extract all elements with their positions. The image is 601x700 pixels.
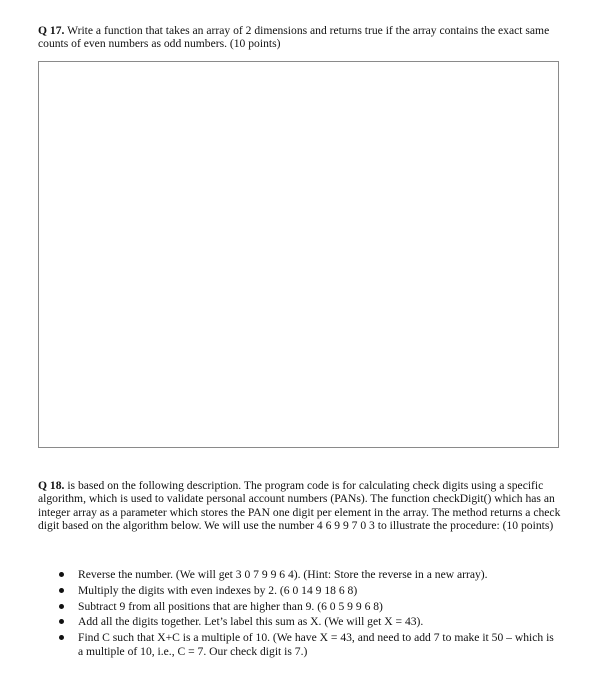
bullet-icon [59,588,64,593]
list-item [58,584,558,597]
question-18-number: Q 18. [38,479,65,492]
question-17-number: Q 17. [38,24,65,37]
bullet-icon [59,572,64,577]
answer-box[interactable] [38,61,559,448]
list-item [58,568,558,581]
bullet-icon [59,604,64,609]
step-text: Add all the digits together. Let’s label this sum as X. (We will get X = 43). [78,615,424,629]
question-18-text: is based on the following description. The program code is for calculating check digits using a specific algorithm, which is used to validate personal account numbers (PANs). The function checkDigit() which has an integer array as a parameter which stores the PAN one digit per element in the array. The method returns a check digit based on the algorithm below. We will use the number 4 6 9 9 7 0 3 to illustrate the procedure: (10 points) [38,479,561,533]
question-18 [38,479,568,533]
procedure-steps-list [58,568,558,660]
bullet-icon [59,619,64,624]
list-item [58,600,558,613]
step-text: Multiply the digits with even indexes by 2. (6 0 14 9 18 6 8) [78,583,358,597]
question-17 [38,24,568,51]
step-text: Find C such that X+C is a multiple of 10. (We have X = 43, and need to add 7 to make it 50 – which is a multiple of 10, i.e., C = 7. Our check digit is 7.) [78,631,554,658]
question-17-text: Write a function that takes an array of 2 dimensions and returns true if the array contains the exact same counts of even numbers as odd numbers. (10 points) [38,24,550,51]
step-text: Subtract 9 from all positions that are higher than 9. (6 0 5 9 9 6 8) [78,599,383,613]
step-text: Reverse the number. (We will get 3 0 7 9 9 6 4). (Hint: Store the reverse in a new array). [78,568,488,581]
list-item [58,615,558,628]
list-item [58,631,558,658]
bullet-icon [59,635,64,640]
